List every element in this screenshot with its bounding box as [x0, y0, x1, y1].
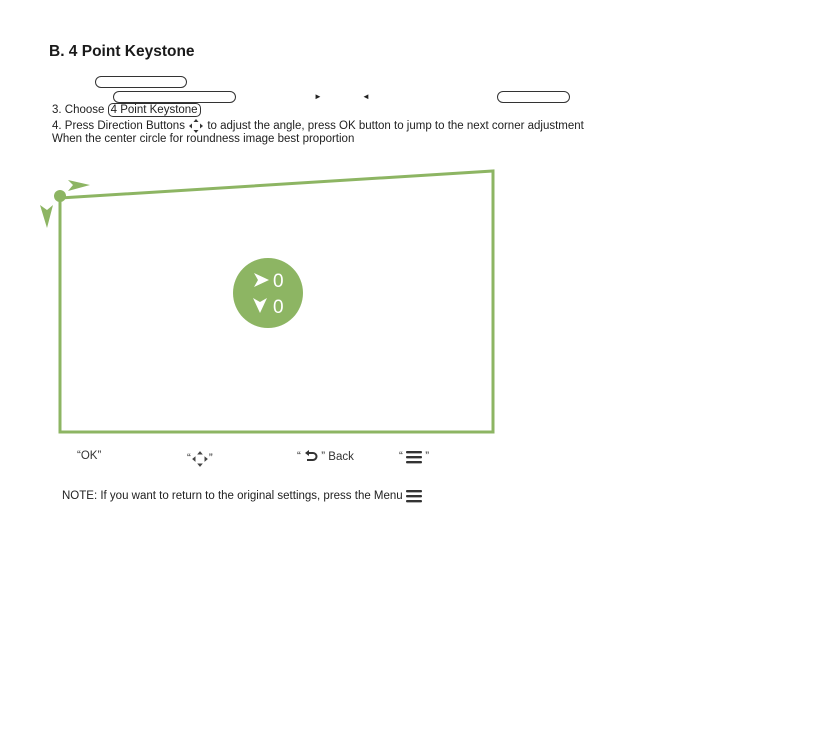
vertical-value: 0 — [273, 297, 284, 318]
legend-menu: “ ” — [399, 451, 430, 464]
horizontal-value: 0 — [273, 271, 284, 292]
left-triangle-icon: ◄ — [362, 92, 370, 101]
step-4-prefix: 4. Press Direction Buttons — [52, 120, 189, 133]
step-3-option: 4 Point Keystone — [108, 103, 201, 117]
back-arrow-icon — [304, 450, 318, 464]
right-triangle-icon: ► — [314, 92, 322, 101]
corner-right-arrow-icon — [68, 180, 90, 191]
center-circle — [233, 258, 303, 328]
section-title: B. 4 Point Keystone — [49, 43, 195, 60]
legend-ok: “OK” — [77, 450, 102, 462]
menu-icon — [406, 450, 422, 464]
step-5: When the center circle for roundness image best proportion — [52, 133, 355, 145]
step-3-prefix: 3. Choose — [52, 104, 108, 116]
step-4-suffix: to adjust the angle, press OK button to jump to the next corner adjustment — [204, 120, 584, 133]
note-text: NOTE: If you want to return to the original settings, press the Menu — [62, 490, 403, 503]
legend-direction: “ ” — [187, 450, 213, 468]
corner-down-arrow-icon — [40, 205, 53, 228]
note — [62, 489, 422, 503]
active-corner-dot — [54, 190, 66, 202]
legend-back: “ ” Back — [297, 451, 354, 464]
menu-icon — [406, 489, 422, 503]
direction-pad-icon — [191, 450, 209, 468]
